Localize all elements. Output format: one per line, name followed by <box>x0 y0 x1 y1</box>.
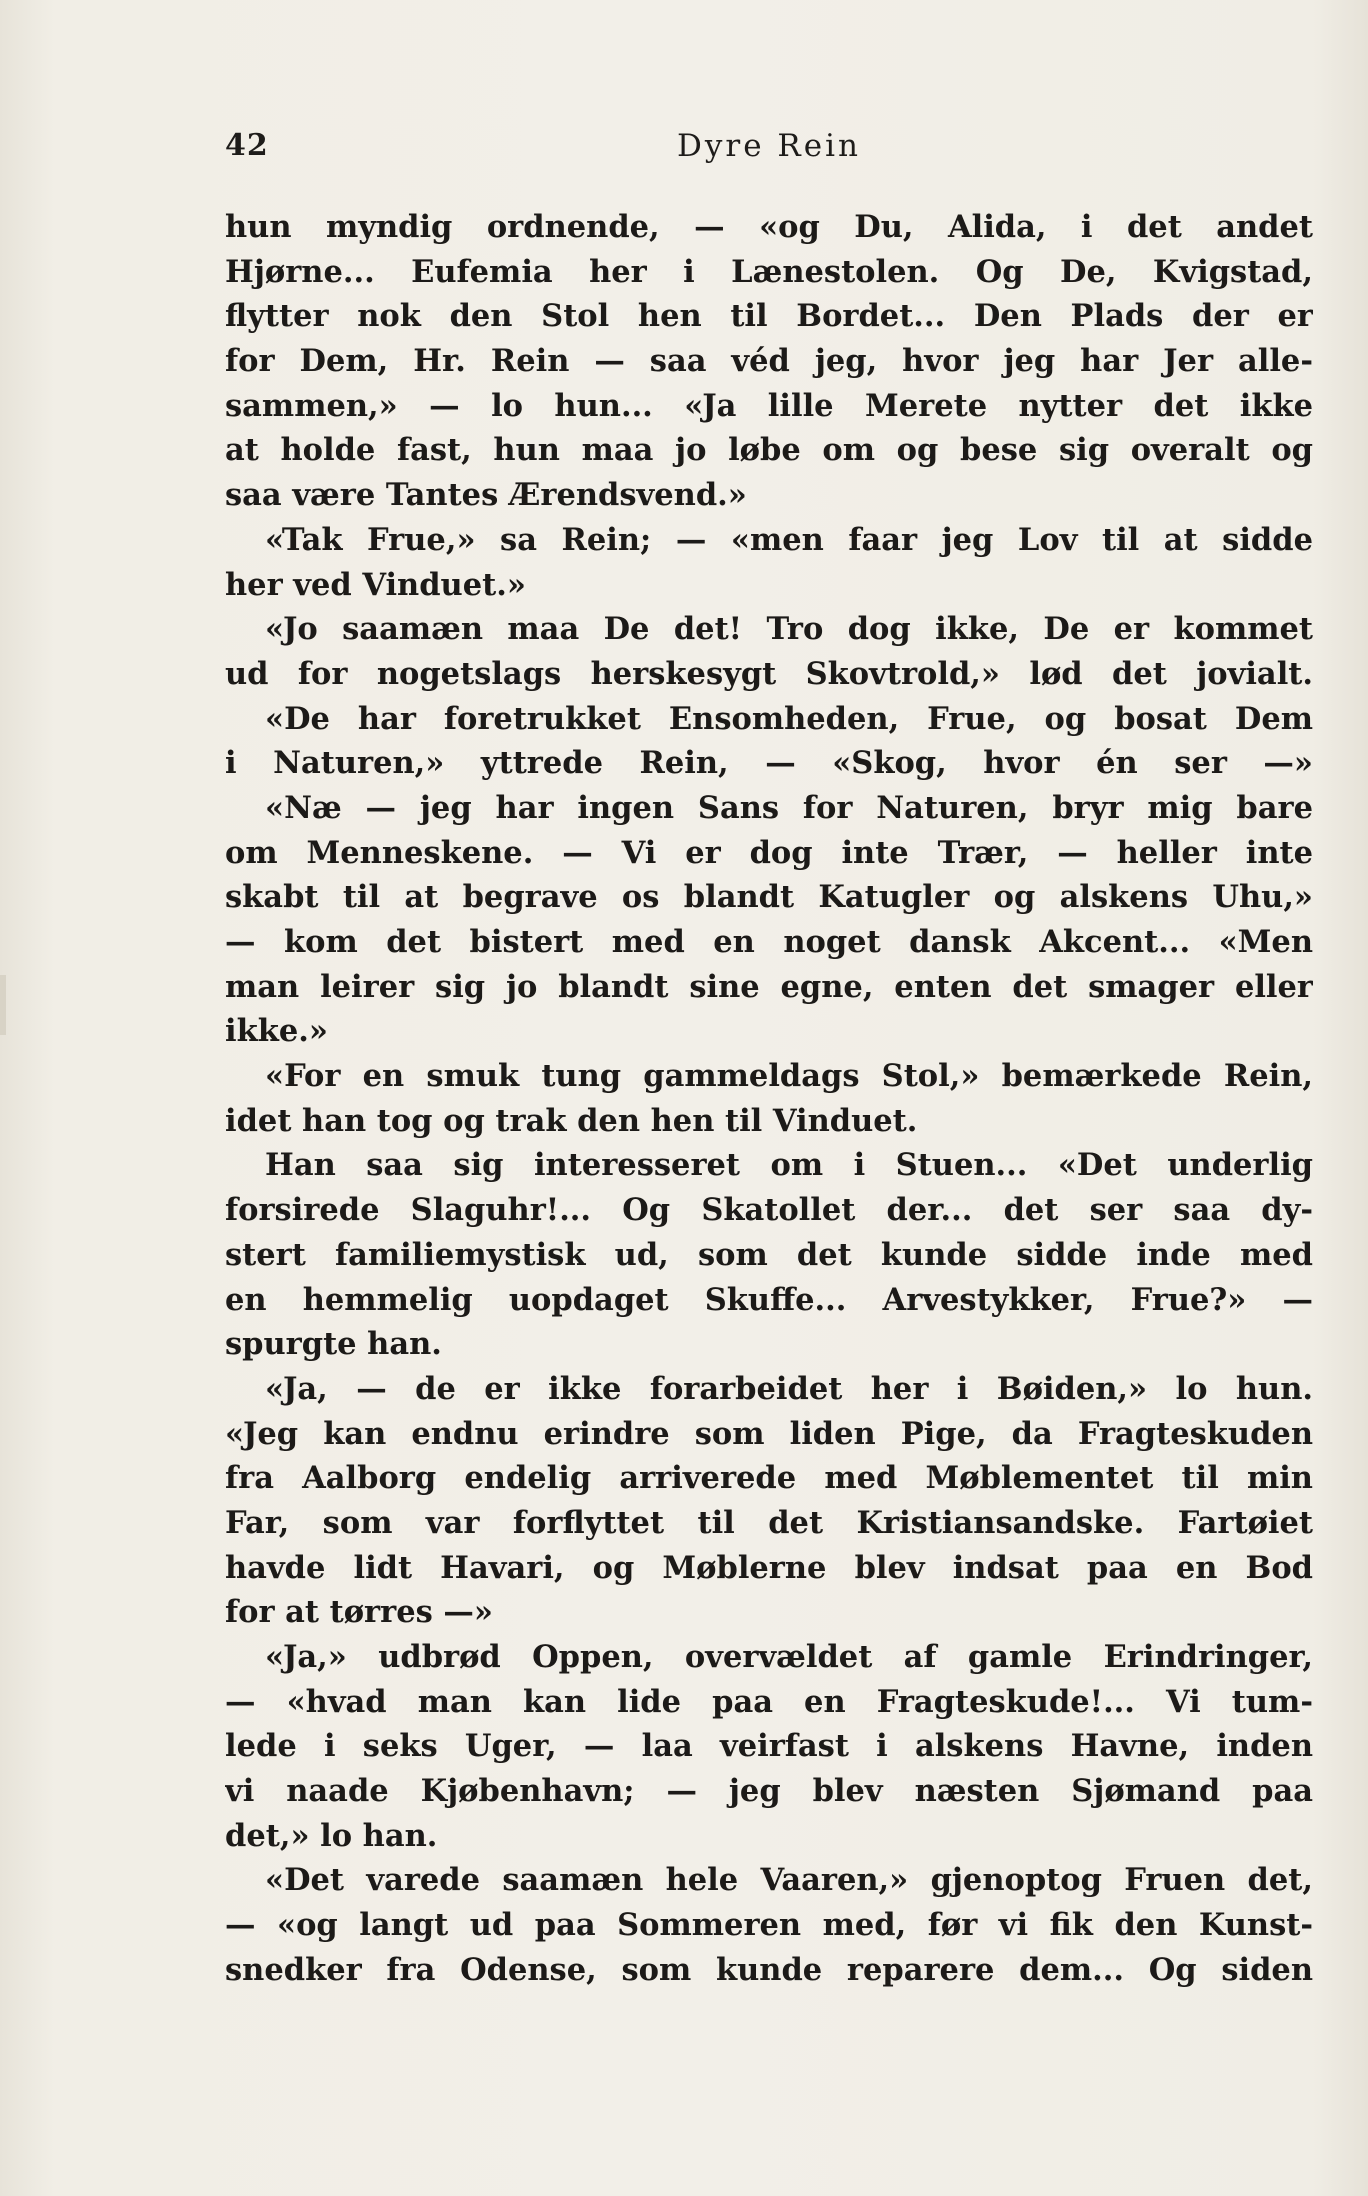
text-line: saa være Tantes Ærendsvend.» <box>225 477 747 514</box>
text-line: man leirer sig jo blandt sine egne, enten det smager eller <box>225 968 1313 1005</box>
text-line: snedker fra Odense, som kunde reparere dem... Og siden <box>225 1951 1313 1988</box>
text-line: «De har foretrukket Ensomheden, Frue, og bosat Dem <box>265 700 1313 737</box>
text-line: at holde fast, hun maa jo løbe om og bese sig overalt og <box>225 432 1313 469</box>
text-line: «Jo saamæn maa De det! Tro dog ikke, De er kommet <box>265 611 1313 648</box>
text-line: «For en smuk tung gammeldags Stol,» bemærkede Rein, <box>265 1058 1313 1095</box>
text-line: for Dem, Hr. Rein — saa véd jeg, hvor jeg har Jer alle- <box>225 343 1313 380</box>
text-line: i Naturen,» yttrede Rein, — «Skog, hvor én ser —» <box>225 745 1313 782</box>
text-line: Han saa sig interesseret om i Stuen... «Det underlig <box>265 1147 1313 1184</box>
text-line: Far, som var forflyttet til det Kristiansandske. Fartøiet <box>225 1504 1313 1541</box>
page-number: 42 <box>225 128 269 163</box>
text-line: lede i seks Uger, — laa veirfast i alskens Havne, inden <box>225 1728 1313 1765</box>
text-line: om Menneskene. — Vi er dog inte Trær, — heller inte <box>225 834 1313 871</box>
text-line: skabt til at begrave os blandt Katugler og alskens Uhu,» <box>225 879 1313 916</box>
text-line: hun myndig ordnende, — «og Du, Alida, i det andet <box>225 209 1313 245</box>
text-line: vi naade Kjøbenhavn; — jeg blev næsten Sjømand paa <box>225 1773 1313 1810</box>
page-header <box>225 128 1313 176</box>
text-line: sammen,» — lo hun... «Ja lille Merete nytter det ikke <box>225 387 1313 424</box>
text-line: ikke.» <box>225 1013 328 1050</box>
text-line: «Tak Frue,» sa Rein; — «men faar jeg Lov til at sidde <box>265 521 1313 558</box>
text-line: det,» lo han. <box>225 1817 438 1854</box>
text-line: «Ja,» udbrød Oppen, overvældet af gamle Erindringer, <box>265 1639 1313 1675</box>
text-line: forsirede Slaguhr!... Og Skatollet der... det ser saa dy- <box>225 1192 1313 1229</box>
text-line: — kom det bistert med en noget dansk Akcent... «Men <box>225 924 1313 960</box>
text-line: stert familiemystisk ud, som det kunde sidde inde med <box>225 1236 1313 1273</box>
text-line: «Jeg kan endnu erindre som liden Pige, da Fragteskuden <box>225 1415 1313 1452</box>
text-line: — «og langt ud paa Sommeren med, før vi fik den Kunst- <box>225 1907 1313 1944</box>
text-line: «Næ — jeg har ingen Sans for Naturen, bryr mig bare <box>265 789 1313 826</box>
text-line: havde lidt Havari, og Møblerne blev indsat paa en Bod <box>225 1549 1313 1586</box>
text-line: Hjørne... Eufemia her i Lænestolen. Og De, Kvigstad, <box>225 253 1313 290</box>
text-line: idet han tog og trak den hen til Vinduet. <box>225 1102 918 1139</box>
text-line: her ved Vinduet.» <box>225 566 526 603</box>
running-title: Dyre Rein <box>677 128 861 164</box>
text-line: fra Aalborg endelig arriverede med Møblementet til min <box>225 1460 1313 1497</box>
text-line: spurgte han. <box>225 1326 442 1363</box>
text-line: for at tørres —» <box>225 1594 493 1631</box>
text-line: — «hvad man kan lide paa en Fragteskude!... Vi tum- <box>225 1683 1313 1720</box>
body-text <box>225 205 1313 1993</box>
text-line: «Det varede saamæn hele Vaaren,» gjenoptog Fruen det, <box>265 1862 1313 1899</box>
text-line: «Ja, — de er ikke forarbeidet her i Bøiden,» lo hun. <box>265 1370 1313 1407</box>
text-line: ud for nogetslags herskesygt Skovtrold,» lød det jovialt. <box>225 655 1313 692</box>
page-edge-mark <box>0 975 6 1035</box>
text-line: en hemmelig uopdaget Skuffe... Arvestykker, Frue?» — <box>225 1281 1313 1318</box>
text-line: flytter nok den Stol hen til Bordet... Den Plads der er <box>225 298 1313 335</box>
